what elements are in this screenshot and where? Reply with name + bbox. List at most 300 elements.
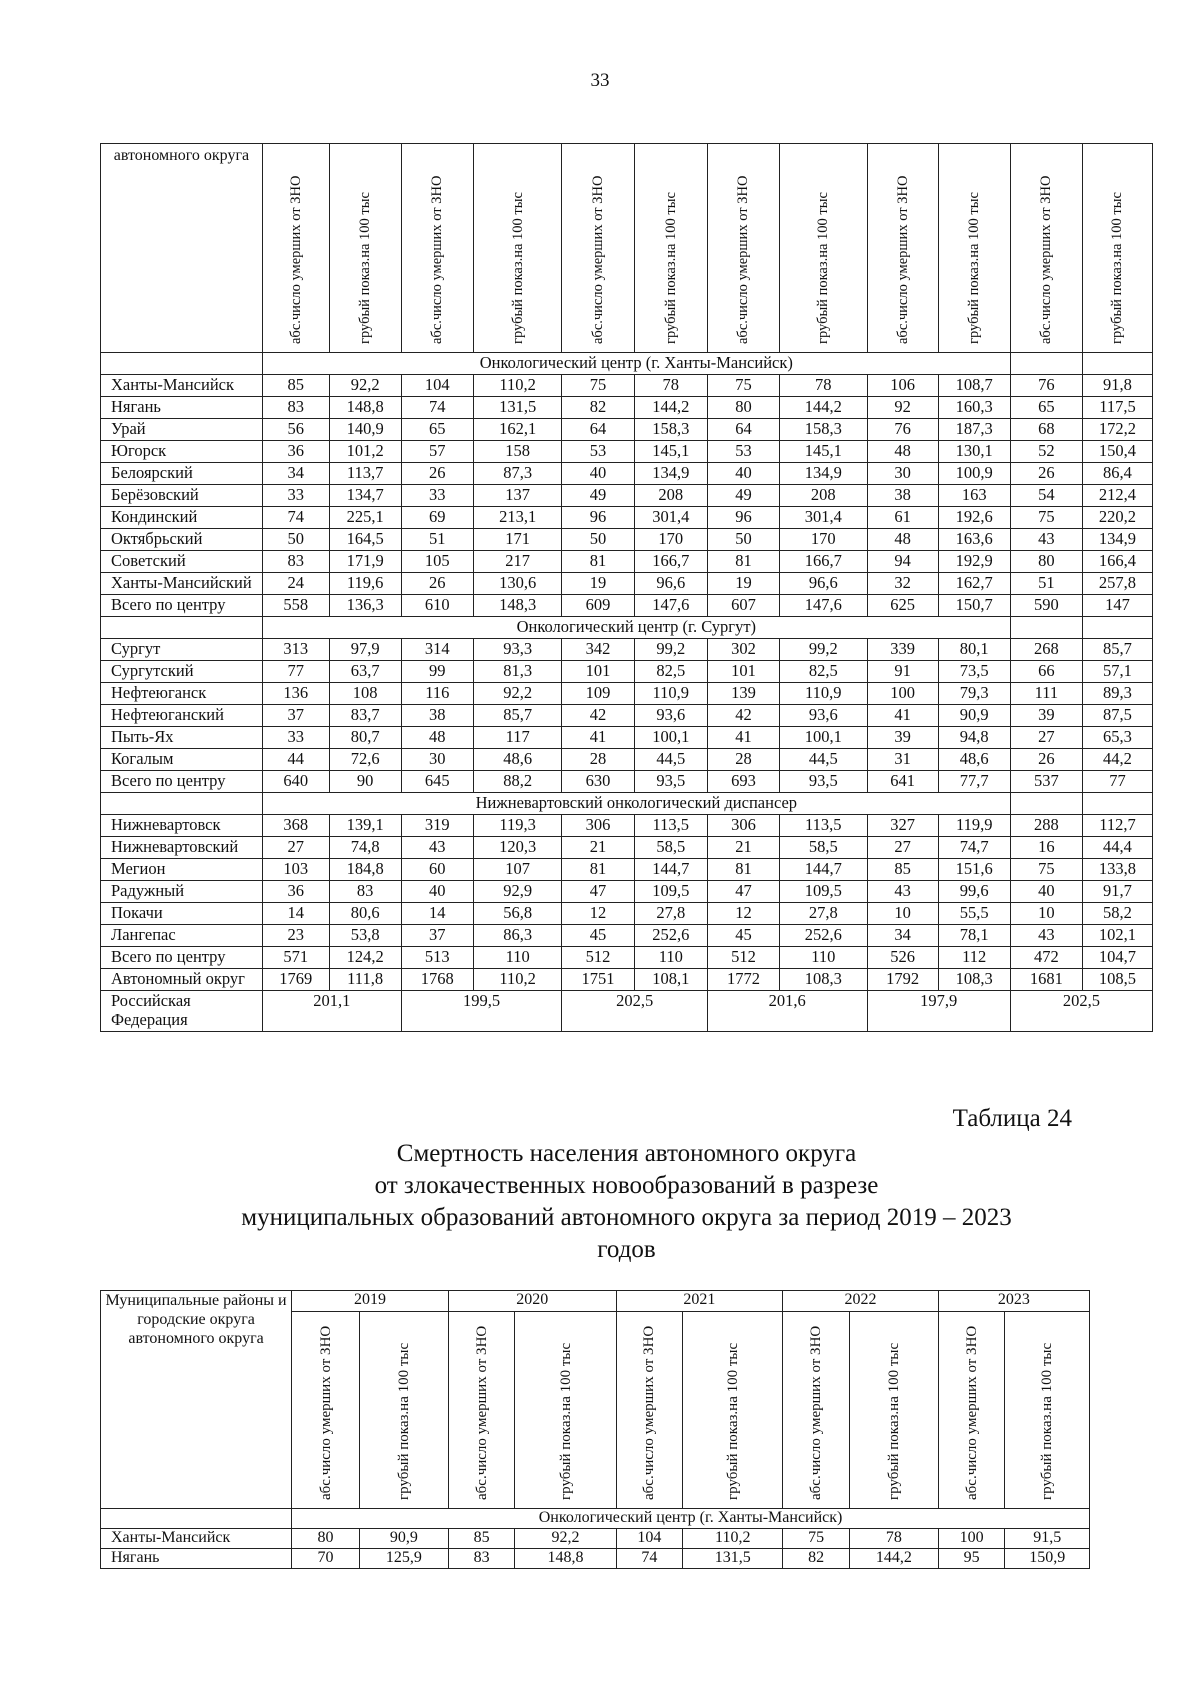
- value-cell: 72,6: [329, 749, 401, 771]
- value-cell: 202,5: [1010, 991, 1152, 1032]
- vertical-header: [1005, 1312, 1090, 1509]
- row-name: Кондинский: [101, 507, 263, 529]
- value-cell: 93,5: [634, 771, 707, 793]
- value-cell: 54: [1010, 485, 1082, 507]
- value-cell: 133,8: [1082, 859, 1152, 881]
- value-cell: 609: [562, 595, 634, 617]
- value-cell: 74: [401, 397, 473, 419]
- value-cell: 85,7: [473, 705, 562, 727]
- value-cell: 49: [707, 485, 779, 507]
- section-spacer: [1082, 353, 1152, 375]
- value-cell: 28: [562, 749, 634, 771]
- value-cell: 513: [401, 947, 473, 969]
- value-cell: 48,6: [938, 749, 1010, 771]
- value-cell: 82: [783, 1549, 850, 1569]
- value-cell: 27: [262, 837, 329, 859]
- value-cell: 108,5: [1082, 969, 1152, 991]
- value-cell: 112: [938, 947, 1010, 969]
- value-cell: 91,8: [1082, 375, 1152, 397]
- value-cell: 92,2: [473, 683, 562, 705]
- value-cell: 12: [562, 903, 634, 925]
- value-cell: 158,3: [780, 419, 867, 441]
- value-cell: 113,5: [780, 815, 867, 837]
- vertical-header: [849, 1312, 938, 1509]
- table-row: [101, 419, 1153, 441]
- value-cell: 44,5: [634, 749, 707, 771]
- value-cell: 92: [867, 397, 938, 419]
- value-cell: 610: [401, 595, 473, 617]
- value-cell: 50: [262, 529, 329, 551]
- value-cell: 148,8: [329, 397, 401, 419]
- value-cell: 110,2: [473, 375, 562, 397]
- value-cell: 630: [562, 771, 634, 793]
- value-cell: 252,6: [780, 925, 867, 947]
- value-cell: 40: [562, 463, 634, 485]
- value-cell: 313: [262, 639, 329, 661]
- abs-header-label: абс.число умерших от ЗНО: [808, 1325, 825, 1500]
- value-cell: 75: [1010, 507, 1082, 529]
- table-title-line: муниципальных образований автономного округа за период 2019 – 2023: [241, 1204, 1012, 1231]
- value-cell: 91,5: [1005, 1529, 1090, 1549]
- value-cell: 105: [401, 551, 473, 573]
- rate-header-label: грубый показ.на 100 тыс: [815, 192, 832, 344]
- vertical-header: [867, 144, 938, 353]
- value-cell: 306: [707, 815, 779, 837]
- rate-header-label: грубый показ.на 100 тыс: [1039, 1342, 1056, 1500]
- value-cell: 51: [401, 529, 473, 551]
- value-cell: 81: [562, 859, 634, 881]
- value-cell: 36: [262, 441, 329, 463]
- value-cell: 75: [562, 375, 634, 397]
- year-header-row: [101, 1291, 1090, 1312]
- value-cell: 110: [473, 947, 562, 969]
- value-cell: 158: [473, 441, 562, 463]
- table-row: [101, 925, 1153, 947]
- rate-header-label: грубый показ.на 100 тыс: [662, 192, 679, 344]
- value-cell: 40: [401, 881, 473, 903]
- row-name: Нефтеюганский: [101, 705, 263, 727]
- row-name: Мегион: [101, 859, 263, 881]
- value-cell: 199,5: [401, 991, 562, 1032]
- vertical-header: [616, 1312, 683, 1509]
- value-cell: 83: [448, 1549, 515, 1569]
- row-name: Когалым: [101, 749, 263, 771]
- value-cell: 101,2: [329, 441, 401, 463]
- value-cell: 147,6: [634, 595, 707, 617]
- table-row: [101, 1549, 1090, 1569]
- vertical-header: [938, 1312, 1005, 1509]
- value-cell: 166,7: [780, 551, 867, 573]
- row-name: Лангепас: [101, 925, 263, 947]
- value-cell: 70: [292, 1549, 360, 1569]
- value-cell: 36: [262, 881, 329, 903]
- value-cell: 82,5: [780, 661, 867, 683]
- table-row: [101, 639, 1153, 661]
- table-row: [101, 727, 1153, 749]
- value-cell: 225,1: [329, 507, 401, 529]
- value-cell: 74,8: [329, 837, 401, 859]
- rate-header-label: грубый показ.на 100 тыс: [724, 1342, 741, 1500]
- value-cell: 162,7: [938, 573, 1010, 595]
- vertical-header: [262, 144, 329, 353]
- row-name: Пыть-Ях: [101, 727, 263, 749]
- section-spacer: [101, 617, 263, 639]
- value-cell: 163,6: [938, 529, 1010, 551]
- value-cell: 184,8: [329, 859, 401, 881]
- value-cell: 113,5: [634, 815, 707, 837]
- value-cell: 65: [1010, 397, 1082, 419]
- value-cell: 80,6: [329, 903, 401, 925]
- value-cell: 108,3: [780, 969, 867, 991]
- value-cell: 94,8: [938, 727, 1010, 749]
- value-cell: 64: [707, 419, 779, 441]
- value-cell: 75: [707, 375, 779, 397]
- abs-header-label: абс.число умерших от ЗНО: [894, 175, 911, 344]
- value-cell: 144,7: [634, 859, 707, 881]
- value-cell: 75: [783, 1529, 850, 1549]
- value-cell: 170: [634, 529, 707, 551]
- value-cell: 43: [867, 881, 938, 903]
- section-spacer: [1010, 353, 1082, 375]
- value-cell: 64: [562, 419, 634, 441]
- table-row: [101, 397, 1153, 419]
- row-name: Нефтеюганск: [101, 683, 263, 705]
- value-cell: 23: [262, 925, 329, 947]
- value-cell: 120,3: [473, 837, 562, 859]
- value-cell: 512: [562, 947, 634, 969]
- value-cell: 57: [401, 441, 473, 463]
- value-cell: 342: [562, 639, 634, 661]
- value-cell: 57,1: [1082, 661, 1152, 683]
- value-cell: 139: [707, 683, 779, 705]
- value-cell: 164,5: [329, 529, 401, 551]
- abs-header-label: абс.число умерших от ЗНО: [473, 1325, 490, 1500]
- vertical-header: [515, 1312, 616, 1509]
- value-cell: 131,5: [473, 397, 562, 419]
- value-cell: 117,5: [1082, 397, 1152, 419]
- value-cell: 158,3: [634, 419, 707, 441]
- table-row: [101, 485, 1153, 507]
- value-cell: 60: [401, 859, 473, 881]
- header-row: [101, 144, 1153, 353]
- value-cell: 93,6: [780, 705, 867, 727]
- rate-header-label: грубый показ.на 100 тыс: [557, 1342, 574, 1500]
- value-cell: 147,6: [780, 595, 867, 617]
- abs-header-label: абс.число умерших от ЗНО: [963, 1325, 980, 1500]
- table-row: [101, 573, 1153, 595]
- value-cell: 93,6: [634, 705, 707, 727]
- vertical-header: [683, 1312, 783, 1509]
- value-cell: 49: [562, 485, 634, 507]
- value-cell: 80,1: [938, 639, 1010, 661]
- value-cell: 144,7: [780, 859, 867, 881]
- value-cell: 108,7: [938, 375, 1010, 397]
- value-cell: 145,1: [634, 441, 707, 463]
- value-cell: 144,2: [849, 1549, 938, 1569]
- value-cell: 24: [262, 573, 329, 595]
- value-cell: 100,9: [938, 463, 1010, 485]
- table-row: [101, 837, 1153, 859]
- value-cell: 38: [401, 705, 473, 727]
- value-cell: 90,9: [938, 705, 1010, 727]
- value-cell: 110,9: [634, 683, 707, 705]
- value-cell: 19: [707, 573, 779, 595]
- vertical-header: [1082, 144, 1152, 353]
- value-cell: 42: [562, 705, 634, 727]
- value-cell: 53: [707, 441, 779, 463]
- rate-header-label: грубый показ.на 100 тыс: [357, 192, 374, 344]
- value-cell: 66: [1010, 661, 1082, 683]
- value-cell: 43: [1010, 529, 1082, 551]
- vertical-header: [329, 144, 401, 353]
- value-cell: 257,8: [1082, 573, 1152, 595]
- value-cell: 43: [401, 837, 473, 859]
- value-cell: 301,4: [780, 507, 867, 529]
- value-cell: 319: [401, 815, 473, 837]
- value-cell: 78: [634, 375, 707, 397]
- value-cell: 27,8: [634, 903, 707, 925]
- row-name: Белоярский: [101, 463, 263, 485]
- year-header: 2020: [448, 1291, 616, 1312]
- value-cell: 86,3: [473, 925, 562, 947]
- value-cell: 268: [1010, 639, 1082, 661]
- value-cell: 34: [867, 925, 938, 947]
- value-cell: 104: [616, 1529, 683, 1549]
- value-cell: 81,3: [473, 661, 562, 683]
- section-title: Онкологический центр (г. Сургут): [262, 617, 1010, 639]
- value-cell: 82,5: [634, 661, 707, 683]
- value-cell: 63,7: [329, 661, 401, 683]
- value-cell: 131,5: [683, 1549, 783, 1569]
- row-name: Ханты-Мансийск: [101, 375, 263, 397]
- value-cell: 83,7: [329, 705, 401, 727]
- value-cell: 95: [938, 1549, 1005, 1569]
- value-cell: 148,8: [515, 1549, 616, 1569]
- row-name: Урай: [101, 419, 263, 441]
- value-cell: 170: [780, 529, 867, 551]
- row-name: Нягань: [101, 1549, 292, 1569]
- row-name: Автономный округ: [101, 969, 263, 991]
- value-cell: 110,2: [473, 969, 562, 991]
- value-cell: 26: [401, 573, 473, 595]
- value-cell: 74,7: [938, 837, 1010, 859]
- value-cell: 55,5: [938, 903, 1010, 925]
- value-cell: 93,5: [780, 771, 867, 793]
- value-cell: 93,3: [473, 639, 562, 661]
- value-cell: 32: [867, 573, 938, 595]
- value-cell: 571: [262, 947, 329, 969]
- value-cell: 92,2: [515, 1529, 616, 1549]
- table-title-line: годов: [597, 1236, 656, 1263]
- abs-header-label: абс.число умерших от ЗНО: [1038, 175, 1055, 344]
- value-cell: 65,3: [1082, 727, 1152, 749]
- value-cell: 109,5: [780, 881, 867, 903]
- corner-header: Муниципальные районы и городские округа автономного округа: [101, 1291, 292, 1509]
- value-cell: 44,2: [1082, 749, 1152, 771]
- value-cell: 327: [867, 815, 938, 837]
- value-cell: 160,3: [938, 397, 1010, 419]
- value-cell: 92,2: [329, 375, 401, 397]
- value-cell: 53: [562, 441, 634, 463]
- value-cell: 208: [780, 485, 867, 507]
- value-cell: 106: [867, 375, 938, 397]
- table-row: [101, 903, 1153, 925]
- value-cell: 80: [707, 397, 779, 419]
- section-spacer: [1010, 793, 1082, 815]
- value-cell: 306: [562, 815, 634, 837]
- abs-header-label: абс.число умерших от ЗНО: [287, 175, 304, 344]
- section-title: Нижневартовский онкологический диспансер: [262, 793, 1010, 815]
- value-cell: 83: [262, 551, 329, 573]
- value-cell: 96: [562, 507, 634, 529]
- table-row: [101, 815, 1153, 837]
- section-spacer: [101, 1509, 292, 1529]
- value-cell: 42: [707, 705, 779, 727]
- value-cell: 201,1: [262, 991, 401, 1032]
- value-cell: 48: [867, 441, 938, 463]
- value-cell: 645: [401, 771, 473, 793]
- value-cell: 27: [867, 837, 938, 859]
- value-cell: 111,8: [329, 969, 401, 991]
- value-cell: 91,7: [1082, 881, 1152, 903]
- value-cell: 217: [473, 551, 562, 573]
- rate-header-label: грубый показ.на 100 тыс: [509, 192, 526, 344]
- table-row: [101, 441, 1153, 463]
- value-cell: 111: [1010, 683, 1082, 705]
- table-row: [101, 595, 1153, 617]
- vertical-header: [292, 1312, 360, 1509]
- section-spacer: [1010, 617, 1082, 639]
- municipal-mortality-table-continued: [100, 143, 1153, 1032]
- value-cell: 103: [262, 859, 329, 881]
- rate-header-label: грубый показ.на 100 тыс: [1109, 192, 1126, 344]
- value-cell: 58,5: [634, 837, 707, 859]
- value-cell: 640: [262, 771, 329, 793]
- value-cell: 69: [401, 507, 473, 529]
- value-cell: 102,1: [1082, 925, 1152, 947]
- vertical-header: [634, 144, 707, 353]
- value-cell: 45: [562, 925, 634, 947]
- value-cell: 208: [634, 485, 707, 507]
- year-header: 2023: [938, 1291, 1089, 1312]
- value-cell: 83: [262, 397, 329, 419]
- row-name: Ханты-Мансийский: [101, 573, 263, 595]
- value-cell: 109: [562, 683, 634, 705]
- rate-header-label: грубый показ.на 100 тыс: [966, 192, 983, 344]
- abs-header-label: абс.число умерших от ЗНО: [317, 1325, 334, 1500]
- row-name: Сургут: [101, 639, 263, 661]
- value-cell: 104,7: [1082, 947, 1152, 969]
- row-name: Радужный: [101, 881, 263, 903]
- section-title: Онкологический центр (г. Ханты-Мансийск): [262, 353, 1010, 375]
- year-header: 2019: [292, 1291, 449, 1312]
- value-cell: 171,9: [329, 551, 401, 573]
- value-cell: 693: [707, 771, 779, 793]
- table-row: [101, 375, 1153, 397]
- value-cell: 44,5: [780, 749, 867, 771]
- value-cell: 48,6: [473, 749, 562, 771]
- table-row: [101, 771, 1153, 793]
- table-row: [101, 947, 1153, 969]
- value-cell: 65: [401, 419, 473, 441]
- abs-header-label: абс.число умерших от ЗНО: [641, 1325, 658, 1500]
- row-name: Всего по центру: [101, 595, 263, 617]
- value-cell: 33: [401, 485, 473, 507]
- value-cell: 99,2: [634, 639, 707, 661]
- value-cell: 26: [401, 463, 473, 485]
- value-cell: 87,5: [1082, 705, 1152, 727]
- value-cell: 40: [1010, 881, 1082, 903]
- table-title-line: Смертность населения автономного округа: [396, 1140, 857, 1167]
- value-cell: 56,8: [473, 903, 562, 925]
- value-cell: 14: [401, 903, 473, 925]
- value-cell: 47: [707, 881, 779, 903]
- value-cell: 61: [867, 507, 938, 529]
- value-cell: 113,7: [329, 463, 401, 485]
- value-cell: 77: [262, 661, 329, 683]
- section-row: [101, 353, 1153, 375]
- value-cell: 39: [1010, 705, 1082, 727]
- value-cell: 41: [707, 727, 779, 749]
- value-cell: 82: [562, 397, 634, 419]
- value-cell: 19: [562, 573, 634, 595]
- value-cell: 134,7: [329, 485, 401, 507]
- value-cell: 100: [867, 683, 938, 705]
- section-row: [101, 617, 1153, 639]
- table-row: [101, 683, 1153, 705]
- value-cell: 144,2: [634, 397, 707, 419]
- value-cell: 108: [329, 683, 401, 705]
- value-cell: 38: [867, 485, 938, 507]
- value-cell: 80,7: [329, 727, 401, 749]
- value-cell: 27: [1010, 727, 1082, 749]
- value-cell: 30: [867, 463, 938, 485]
- value-cell: 137: [473, 485, 562, 507]
- mortality-2019-2023-table: [100, 1290, 1090, 1569]
- row-name: Югорск: [101, 441, 263, 463]
- value-cell: 558: [262, 595, 329, 617]
- value-cell: 107: [473, 859, 562, 881]
- row-name: Берёзовский: [101, 485, 263, 507]
- value-cell: 116: [401, 683, 473, 705]
- value-cell: 110: [780, 947, 867, 969]
- table-row: [101, 859, 1153, 881]
- value-cell: 28: [707, 749, 779, 771]
- value-cell: 87,3: [473, 463, 562, 485]
- value-cell: 96: [707, 507, 779, 529]
- abs-header-label: абс.число умерших от ЗНО: [590, 175, 607, 344]
- value-cell: 1751: [562, 969, 634, 991]
- value-cell: 1769: [262, 969, 329, 991]
- section-row: [101, 1509, 1090, 1529]
- value-cell: 144,2: [780, 397, 867, 419]
- value-cell: 150,7: [938, 595, 1010, 617]
- row-name: Всего по центру: [101, 947, 263, 969]
- value-cell: 78: [849, 1529, 938, 1549]
- page-number: 33: [590, 70, 610, 91]
- value-cell: 162,1: [473, 419, 562, 441]
- value-cell: 58,5: [780, 837, 867, 859]
- value-cell: 78: [780, 375, 867, 397]
- value-cell: 94: [867, 551, 938, 573]
- value-cell: 213,1: [473, 507, 562, 529]
- value-cell: 197,9: [867, 991, 1010, 1032]
- value-cell: 212,4: [1082, 485, 1152, 507]
- value-cell: 86,4: [1082, 463, 1152, 485]
- value-cell: 150,9: [1005, 1549, 1090, 1569]
- value-cell: 163: [938, 485, 1010, 507]
- table-row: [101, 969, 1153, 991]
